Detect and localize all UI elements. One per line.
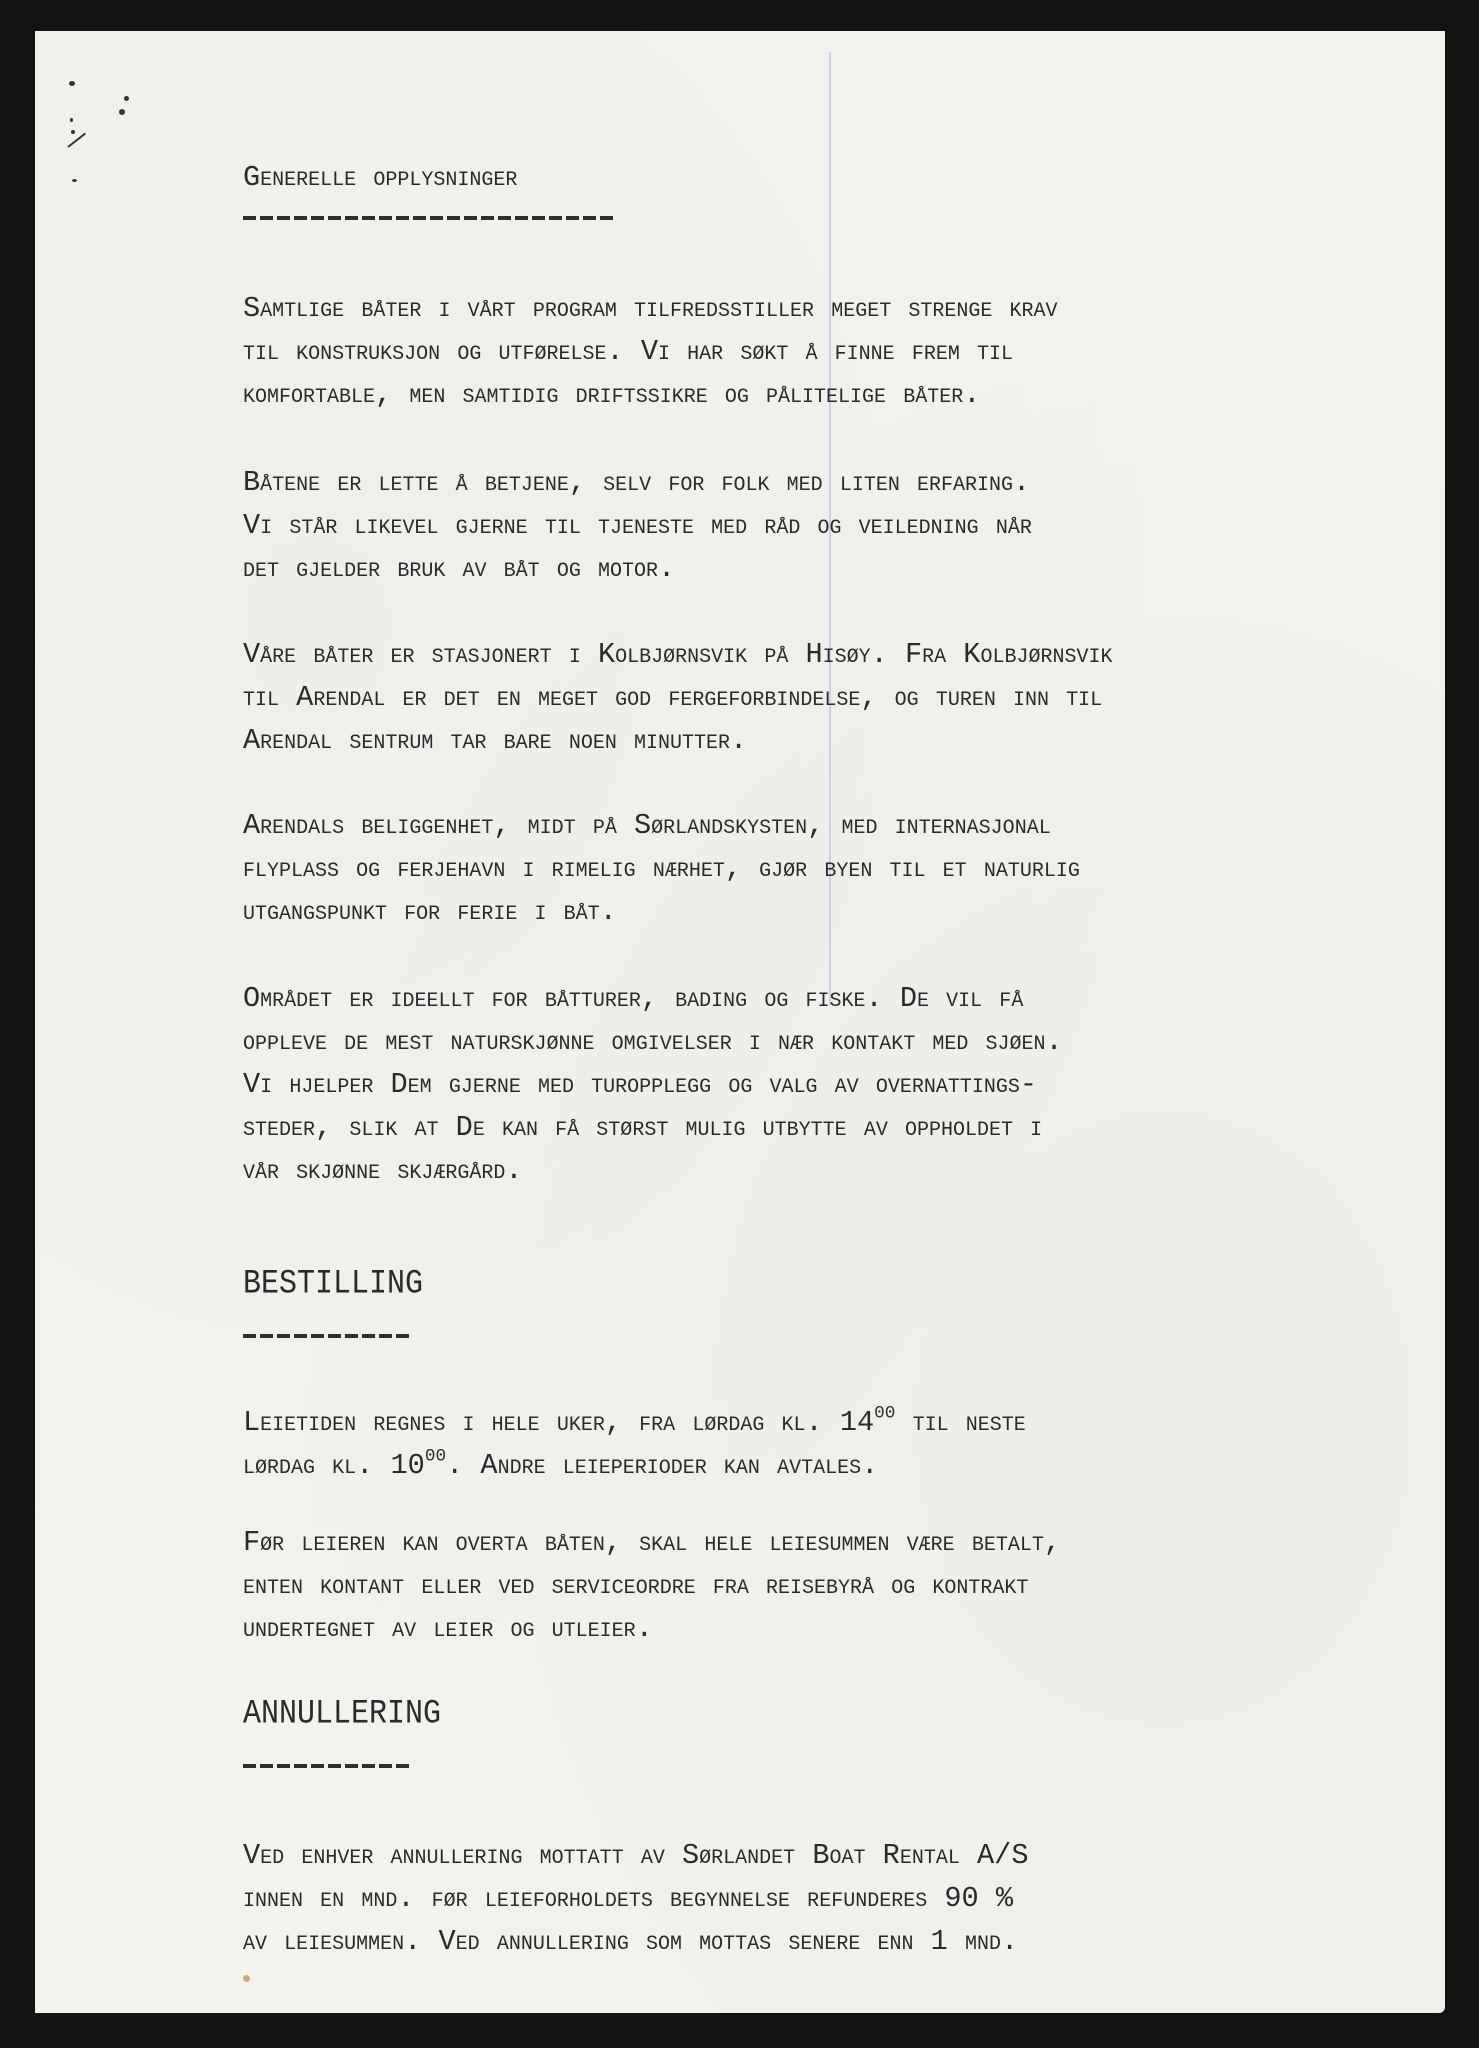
margin-mark	[69, 81, 75, 86]
text-line: utgangspunkt for ferie i båt.	[243, 895, 617, 928]
text-line: Arendal sentrum tar bare noen minutter.	[243, 724, 748, 757]
margin-mark	[70, 118, 73, 122]
text-line: Vi står likevel gjerne til tjeneste med råd og veiledning når	[243, 509, 1032, 542]
superscript-minutes: 00	[424, 1446, 447, 1467]
text-line	[243, 1446, 879, 1483]
text-segment: til neste	[895, 1406, 1026, 1439]
text-line: Vi hjelper Dem gjerne med turopplegg og valg av overnattings-	[243, 1068, 1038, 1101]
section-heading-booking: BESTILLING	[243, 1264, 424, 1304]
margin-mark	[119, 109, 125, 115]
text-line: vår skjønne skjærgård.	[243, 1154, 523, 1187]
text-line: det gjelder bruk av båt og motor.	[243, 552, 676, 585]
text-line: Båtene er lette å betjene, selv for folk med liten erfaring.	[243, 466, 1031, 499]
text-line: Våre båter er stasjonert i Kolbjørnsvik på Hisøy. Fra Kolbjørnsvik	[243, 638, 1113, 671]
text-line: Ved enhver annullering mottatt av Sørlandet Boat Rental A/S	[243, 1839, 1029, 1872]
text-line: komfortable, men samtidig driftssikre og pålitelige båter.	[243, 378, 981, 411]
section-heading-cancellation: ANNULLERING	[243, 1694, 442, 1734]
text-line: av leiesummen. Ved annullering som mottas senere enn 1 mnd.	[243, 1925, 1019, 1958]
text-line: Arendals beliggenhet, midt på Sørlandskysten, med internasjonal	[243, 809, 1051, 842]
margin-mark	[71, 130, 75, 134]
stain-mark	[243, 1975, 250, 1982]
text-line: Samtlige båter i vårt program tilfredsstiller meget strenge krav	[243, 292, 1058, 325]
margin-mark	[72, 179, 77, 182]
text-segment: . Andre leieperioder kan avtales.	[446, 1449, 879, 1482]
text-line: oppleve de mest naturskjønne omgivelser i nær kontakt med sjøen.	[243, 1025, 1063, 1058]
heading-underline	[243, 1764, 413, 1768]
text-segment: lørdag kl. 10	[243, 1449, 425, 1482]
superscript-minutes: 00	[874, 1403, 896, 1424]
margin-slash-mark	[67, 133, 86, 148]
text-segment: Leietiden regnes i hele uker, fra lørdag kl. 14	[243, 1406, 875, 1439]
heading-underline	[243, 1334, 413, 1338]
margin-mark	[124, 96, 129, 101]
text-line: innen en mnd. før leieforholdets begynnelse refunderes 90 %	[243, 1882, 1014, 1915]
text-line: flyplass og ferjehavn i rimelig nærhet, gjør byen til et naturlig	[243, 852, 1080, 885]
text-line: til konstruksjon og utførelse. Vi har søkt å finne frem til	[243, 335, 1014, 368]
document-page	[35, 31, 1445, 2013]
heading-underline	[243, 216, 617, 220]
text-line: enten kontant eller ved serviceordre fra reisebyrå og kontrakt	[243, 1569, 1029, 1602]
text-line: Før leieren kan overta båten, skal hele leiesummen være betalt,	[243, 1526, 1062, 1559]
text-line: undertegnet av leier og utleier.	[243, 1612, 653, 1645]
section-heading-general: Generelle opplysninger	[243, 161, 518, 194]
text-line: til Arendal er det en meget god fergeforbindelse, og turen inn til	[243, 681, 1103, 714]
text-line	[243, 1403, 1026, 1440]
text-line: Området er ideellt for båtturer, bading og fiske. De vil få	[243, 982, 1024, 1015]
text-line: steder, slik at De kan få størst mulig utbytte av oppholdet i	[243, 1111, 1043, 1144]
